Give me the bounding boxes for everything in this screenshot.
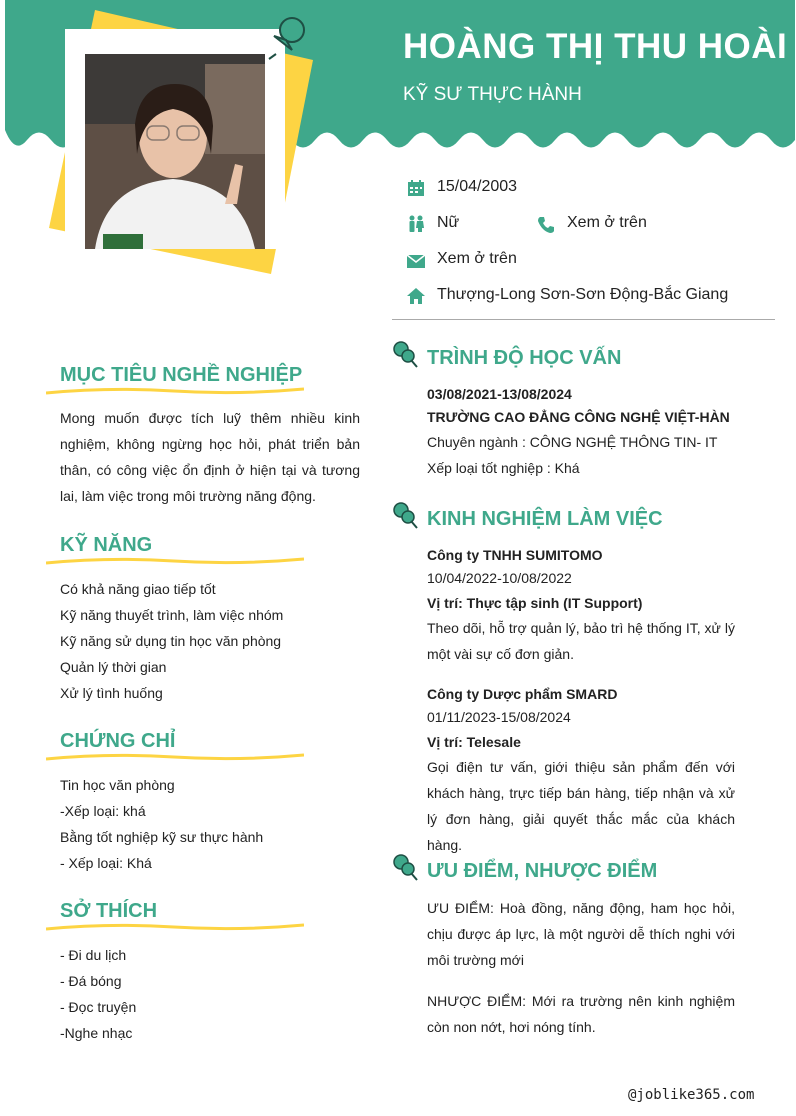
certificate-item: -Xếp loại: khá	[60, 803, 146, 819]
job-description: Gọi điện tư vấn, giới thiệu sản phẩm đến với khách hàng, trực tiếp bán hàng, tiếp nhận và xử lý đơn hàng, giải quyết thắc mắc của khách hàng.	[427, 759, 735, 853]
gender-icon	[407, 215, 425, 233]
address-value: Thượng-Long Sơn-Sơn Động-Bắc Giang	[437, 286, 729, 303]
skill-item: Kỹ năng thuyết trình, làm việc nhóm	[60, 607, 284, 623]
skill-item: Quản lý thời gian	[60, 659, 167, 675]
objective-underline	[46, 385, 304, 397]
watermark: @joblike365.com	[628, 1087, 755, 1103]
job-title: KỸ SƯ THỰC HÀNH	[403, 84, 582, 105]
phone-value: Xem ở trên	[567, 214, 647, 231]
job-position: Vị trí: Telesale	[427, 734, 521, 750]
pushpin-icon	[392, 853, 418, 881]
job-description: Theo dõi, hỗ trợ quản lý, bảo trì hệ thống IT, xử lý một vài sự cố đơn giản.	[427, 620, 735, 662]
skills-title: KỸ NĂNG	[60, 534, 153, 556]
education-grade: Xếp loại tốt nghiệp : Khá	[427, 460, 580, 476]
certificate-item: - Xếp loại: Khá	[60, 855, 152, 871]
pushpin-icon	[392, 501, 418, 529]
job-position: Vị trí: Thực tập sinh (IT Support)	[427, 595, 643, 611]
skill-item: Kỹ năng sử dụng tin học văn phòng	[60, 633, 282, 649]
strengths-title: ƯU ĐIỂM, NHƯỢC ĐIỂM	[427, 860, 658, 882]
objective-text: Mong muốn được tích luỹ thêm nhiều kinh nghiệm, không ngừng học hỏi, phát triển bản thân, có công việc ổn định ở hiện tại và tương lai, làm việc trong môi trường năng động.	[60, 410, 360, 504]
objective-title: MỤC TIÊU NGHỀ NGHIỆP	[60, 364, 303, 386]
education-title: TRÌNH ĐỘ HỌC VẤN	[427, 347, 622, 369]
hobby-item: - Đá bóng	[60, 973, 122, 989]
strengths-cons: NHƯỢC ĐIỂM: Mới ra trường nên kinh nghiệm còn non nớt, hơi nóng tính.	[427, 993, 735, 1035]
hobby-item: - Đọc truyện	[60, 999, 137, 1015]
job-date: 01/11/2023-15/08/2024	[427, 709, 571, 725]
skill-item: Xử lý tình huống	[60, 685, 163, 701]
candidate-name: HOÀNG THỊ THU HOÀI	[403, 27, 788, 66]
pushpin-icon	[266, 14, 308, 60]
hobby-item: - Đi du lịch	[60, 947, 127, 963]
email-icon	[407, 252, 425, 270]
job-date: 10/04/2022-10/08/2022	[427, 570, 572, 586]
skill-item: Có khả năng giao tiếp tốt	[60, 581, 216, 597]
job-company: Công ty Dược phẩm SMARD	[427, 686, 618, 702]
contact-divider	[392, 319, 775, 320]
certificate-item: Bằng tốt nghiệp kỹ sư thực hành	[60, 829, 264, 845]
home-icon	[407, 287, 425, 305]
hobbies-title: SỞ THÍCH	[60, 900, 158, 922]
strengths-pros: ƯU ĐIỂM: Hoà đồng, năng động, ham học hỏi, chịu được áp lực, là một người dễ thích nghi với môi trường mới	[427, 900, 735, 968]
experience-title: KINH NGHIỆM LÀM VIỆC	[427, 508, 663, 530]
profile-photo	[85, 54, 265, 249]
phone-icon	[537, 216, 555, 234]
calendar-icon	[407, 179, 425, 197]
skills-underline	[46, 555, 304, 567]
email-value: Xem ở trên	[437, 250, 517, 267]
pushpin-icon	[392, 340, 418, 368]
education-date: 03/08/2021-13/08/2024	[427, 386, 572, 402]
education-school: TRƯỜNG CAO ĐẲNG CÔNG NGHỆ VIỆT-HÀN	[427, 409, 730, 425]
certificate-item: Tin học văn phòng	[60, 777, 175, 793]
hobby-item: -Nghe nhạc	[60, 1025, 133, 1041]
certificates-underline	[46, 751, 304, 763]
education-major: Chuyên ngành : CÔNG NGHỆ THÔNG TIN- IT	[427, 434, 718, 450]
gender-value: Nữ	[437, 214, 460, 231]
birthday-value: 15/04/2003	[437, 178, 518, 195]
job-company: Công ty TNHH SUMITOMO	[427, 547, 603, 563]
hobbies-underline	[46, 921, 304, 933]
certificates-title: CHỨNG CHỈ	[60, 730, 176, 752]
